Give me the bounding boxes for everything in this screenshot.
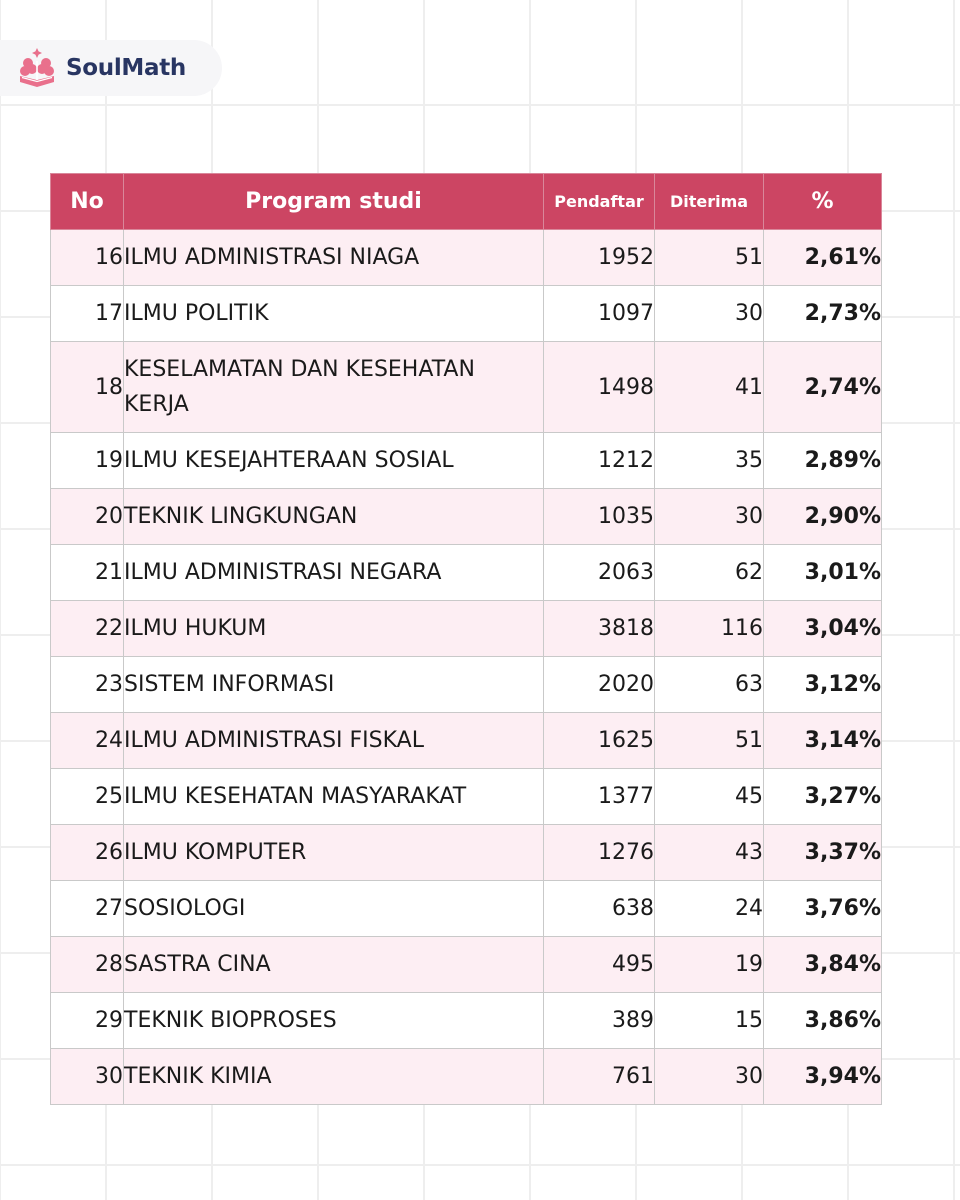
header-diterima: Diterima <box>655 174 764 230</box>
cell-diterima: 51 <box>655 713 764 769</box>
cell-pendaftar: 638 <box>544 881 655 937</box>
cell-program: ILMU KESEHATAN MASYARAKAT <box>124 769 544 825</box>
cell-diterima: 51 <box>655 230 764 286</box>
cell-no: 22 <box>51 601 124 657</box>
cell-pendaftar: 761 <box>544 1049 655 1105</box>
cell-no: 20 <box>51 489 124 545</box>
cell-pendaftar: 3818 <box>544 601 655 657</box>
table-row <box>51 713 882 769</box>
brain-book-icon <box>18 46 56 90</box>
cell-program: ILMU ADMINISTRASI FISKAL <box>124 713 544 769</box>
table-row <box>51 601 882 657</box>
cell-diterima: 41 <box>655 342 764 433</box>
cell-no: 29 <box>51 993 124 1049</box>
cell-program: SOSIOLOGI <box>124 881 544 937</box>
cell-program: ILMU ADMINISTRASI NEGARA <box>124 545 544 601</box>
header-no: No <box>51 174 124 230</box>
cell-program: KESELAMATAN DAN KESEHATAN KERJA <box>124 342 544 433</box>
cell-percent: 3,01% <box>764 545 882 601</box>
cell-percent: 3,37% <box>764 825 882 881</box>
cell-diterima: 43 <box>655 825 764 881</box>
table-row <box>51 657 882 713</box>
table-row <box>51 993 882 1049</box>
cell-no: 28 <box>51 937 124 993</box>
cell-percent: 3,84% <box>764 937 882 993</box>
cell-pendaftar: 1377 <box>544 769 655 825</box>
table-row <box>51 342 882 433</box>
table-row <box>51 230 882 286</box>
cell-diterima: 30 <box>655 1049 764 1105</box>
cell-percent: 3,86% <box>764 993 882 1049</box>
cell-pendaftar: 1035 <box>544 489 655 545</box>
cell-program: ILMU HUKUM <box>124 601 544 657</box>
table-row <box>51 286 882 342</box>
cell-no: 18 <box>51 342 124 433</box>
header-program: Program studi <box>124 174 544 230</box>
cell-no: 26 <box>51 825 124 881</box>
admissions-table <box>50 173 882 1105</box>
cell-pendaftar: 1498 <box>544 342 655 433</box>
cell-pendaftar: 1276 <box>544 825 655 881</box>
table-header-row <box>51 174 882 230</box>
cell-program: ILMU KOMPUTER <box>124 825 544 881</box>
cell-no: 17 <box>51 286 124 342</box>
cell-no: 27 <box>51 881 124 937</box>
table-row <box>51 825 882 881</box>
cell-diterima: 19 <box>655 937 764 993</box>
cell-pendaftar: 1097 <box>544 286 655 342</box>
cell-diterima: 116 <box>655 601 764 657</box>
brand-name: SoulMath <box>66 55 187 81</box>
cell-program: ILMU ADMINISTRASI NIAGA <box>124 230 544 286</box>
cell-percent: 2,74% <box>764 342 882 433</box>
table-row <box>51 769 882 825</box>
table-row <box>51 881 882 937</box>
cell-program: TEKNIK BIOPROSES <box>124 993 544 1049</box>
cell-no: 25 <box>51 769 124 825</box>
cell-pendaftar: 495 <box>544 937 655 993</box>
cell-percent: 2,89% <box>764 433 882 489</box>
cell-diterima: 35 <box>655 433 764 489</box>
cell-diterima: 63 <box>655 657 764 713</box>
cell-pendaftar: 2063 <box>544 545 655 601</box>
table-row <box>51 1049 882 1105</box>
cell-diterima: 62 <box>655 545 764 601</box>
cell-no: 24 <box>51 713 124 769</box>
cell-percent: 3,04% <box>764 601 882 657</box>
cell-no: 16 <box>51 230 124 286</box>
cell-pendaftar: 1212 <box>544 433 655 489</box>
cell-no: 21 <box>51 545 124 601</box>
cell-program: ILMU POLITIK <box>124 286 544 342</box>
cell-no: 30 <box>51 1049 124 1105</box>
cell-diterima: 15 <box>655 993 764 1049</box>
cell-percent: 3,76% <box>764 881 882 937</box>
cell-diterima: 30 <box>655 286 764 342</box>
table-row <box>51 433 882 489</box>
cell-pendaftar: 2020 <box>544 657 655 713</box>
cell-pendaftar: 1952 <box>544 230 655 286</box>
cell-percent: 3,12% <box>764 657 882 713</box>
cell-percent: 3,94% <box>764 1049 882 1105</box>
cell-percent: 2,61% <box>764 230 882 286</box>
cell-pendaftar: 1625 <box>544 713 655 769</box>
cell-pendaftar: 389 <box>544 993 655 1049</box>
cell-percent: 2,90% <box>764 489 882 545</box>
cell-program: SISTEM INFORMASI <box>124 657 544 713</box>
cell-percent: 3,27% <box>764 769 882 825</box>
table-row <box>51 489 882 545</box>
cell-no: 23 <box>51 657 124 713</box>
cell-no: 19 <box>51 433 124 489</box>
cell-diterima: 24 <box>655 881 764 937</box>
cell-percent: 3,14% <box>764 713 882 769</box>
table-row <box>51 937 882 993</box>
cell-percent: 2,73% <box>764 286 882 342</box>
header-percent: % <box>764 174 882 230</box>
header-pendaftar: Pendaftar <box>544 174 655 230</box>
cell-program: SASTRA CINA <box>124 937 544 993</box>
cell-program: TEKNIK LINGKUNGAN <box>124 489 544 545</box>
table-row <box>51 545 882 601</box>
cell-program: TEKNIK KIMIA <box>124 1049 544 1105</box>
cell-diterima: 30 <box>655 489 764 545</box>
cell-diterima: 45 <box>655 769 764 825</box>
cell-program: ILMU KESEJAHTERAAN SOSIAL <box>124 433 544 489</box>
brand-logo <box>0 40 222 96</box>
